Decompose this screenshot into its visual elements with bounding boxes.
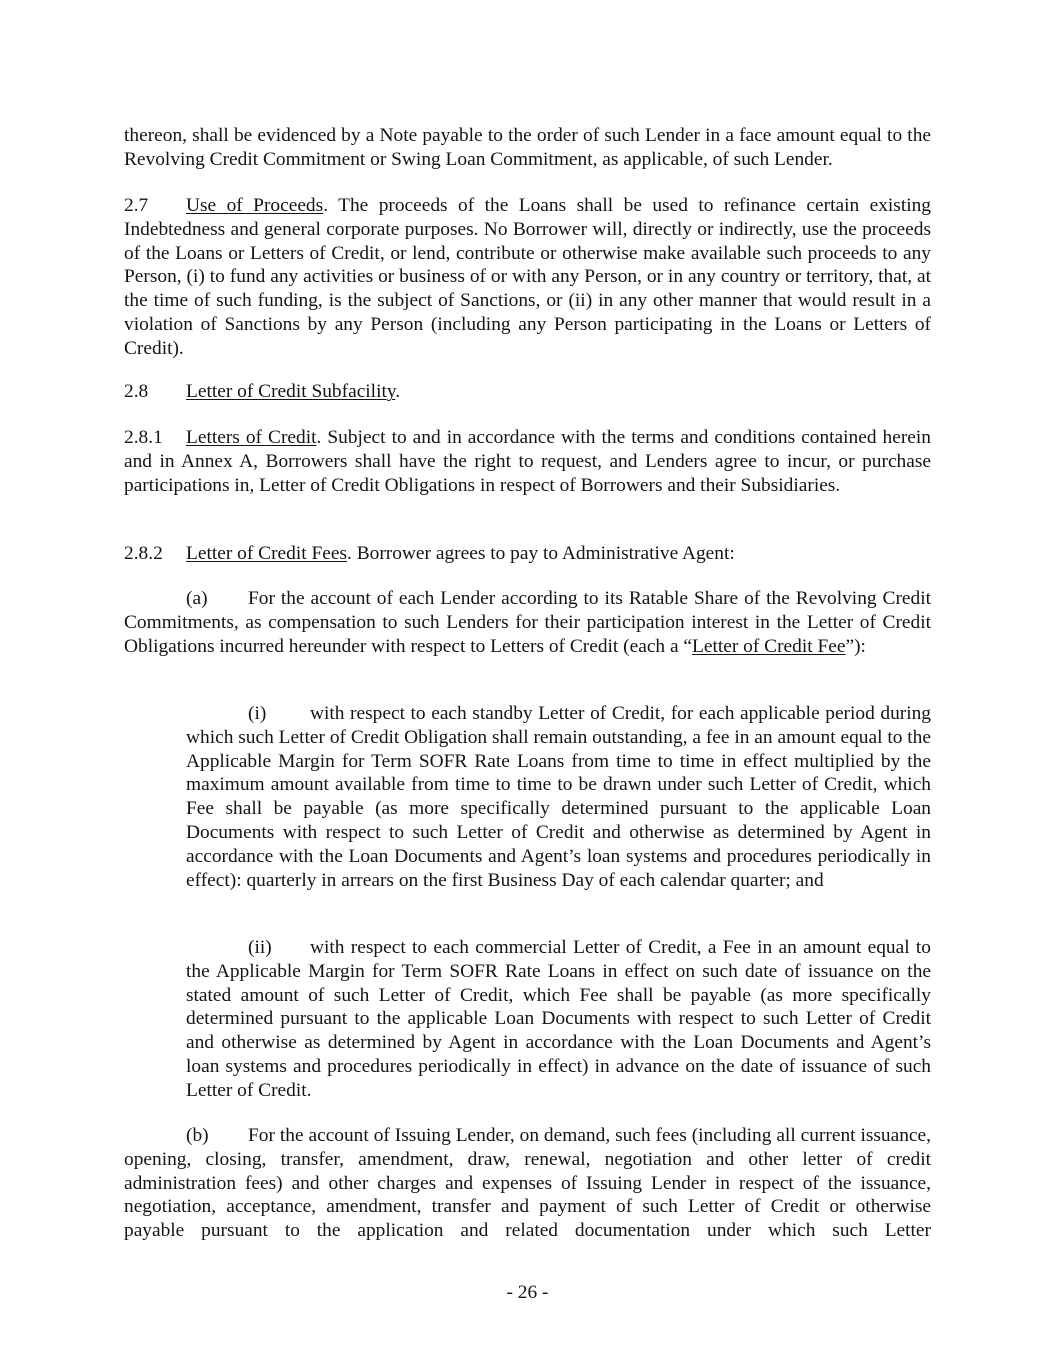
paragraph-b-label: (b) (186, 1125, 209, 1146)
paragraph-i (186, 702, 931, 892)
paragraph-ii-body: with respect to each commercial Letter of Credit, a Fee in an amount equal to the Applicable Margin for Term SOFR Rate Loans in effect on such date of issuance on the stated amount of such Letter of Credit, which Fee shall be payable (as more specifically determined pursuant to the applicable Loan Documents with respect to such Letter of Credit and otherwise as determined by Agent in accordance with the Loan Documents and Agent’s loan systems and procedures periodically in effect) in advance on the date of issuance of such Letter of Credit. (186, 937, 931, 1101)
section-2-8-1-heading: Letters of Credit (186, 427, 317, 448)
section-2-8-1 (124, 426, 931, 497)
section-2-8-1-body: . Subject to and in accordance with the terms and conditions contained herein and in Annex A, Borrowers shall have the right to request, and Lenders agree to incur, or purchase participations in, Letter of Credit Obligations in respect of Borrowers and their Subsidiaries. (124, 427, 931, 496)
section-2-8-number: 2.8 (124, 381, 149, 402)
section-2-7 (124, 194, 931, 361)
page-number: - 26 - (506, 1282, 549, 1303)
paragraph-b (124, 1124, 931, 1243)
paragraph-i-label: (i) (248, 703, 267, 724)
paragraph-a (124, 587, 931, 658)
paragraph-a-label: (a) (186, 588, 208, 609)
intro-paragraph: thereon, shall be evidenced by a Note payable to the order of such Lender in a face amount equal to the Revolving Credit Commitment or Swing Loan Commitment, as applicable, of such Lender. (124, 125, 931, 170)
section-2-7-number: 2.7 (124, 195, 149, 216)
section-2-7-heading: Use of Proceeds (186, 195, 324, 216)
section-2-8-tail: . (395, 381, 401, 402)
paragraph-ii (186, 936, 931, 1103)
section-2-8-2-heading: Letter of Credit Fees (186, 543, 347, 564)
paragraph-a-tail: ”): (845, 635, 866, 657)
section-2-8-heading: Letter of Credit Subfacility (186, 381, 396, 402)
section-2-8 (124, 380, 931, 404)
paragraph-ii-label: (ii) (248, 937, 272, 958)
section-2-8-2 (124, 542, 931, 566)
paragraph-i-body: with respect to each standby Letter of Credit, for each applicable period during which such Letter of Credit Obligation shall remain outstanding, a fee in an amount equal to the Applicable Margin for Term SOFR Rate Loans from time to time in effect multiplied by the maximum amount available from time to time to be drawn under such Letter of Credit, which Fee shall be payable (as more specifically determined pursuant to the applicable Loan Documents with respect to such Letter of Credit and otherwise as determined by Agent in accordance with the Loan Documents and Agent’s loan systems and procedures periodically in effect): quarterly in arrears on the first Business Day of each calendar quarter; and (186, 703, 931, 891)
section-2-8-2-number: 2.8.2 (124, 543, 163, 564)
paragraph-a-body: For the account of each Lender according to its Ratable Share of the Revolving Credit Commitments, as compensation to such Lenders for their participation interest in the Letter of Credit Obligations incurred hereunder with respect to Letters of Credit (each a “ (124, 588, 931, 657)
section-2-8-1-number: 2.8.1 (124, 427, 163, 448)
paragraph-b-body: For the account of Issuing Lender, on demand, such fees (including all current issuance, opening, closing, transfer, amendment, draw, renewal, negotiation and other letter of credit administration fees) and other charges and expenses of Issuing Lender in respect of the issuance, negotiation, acceptance, amendment, transfer and payment of such Letter of Credit or otherwise payable pursuant to the application and related documentation under which such Letter (124, 1125, 931, 1242)
defined-term-letter-of-credit-fee: Letter of Credit Fee (692, 635, 846, 657)
section-2-8-2-body: . Borrower agrees to pay to Administrative Agent: (347, 543, 735, 564)
section-2-7-body: . The proceeds of the Loans shall be used to refinance certain existing Indebtedness and general corporate purposes. No Borrower will, directly or indirectly, use the proceeds of the Loans or Letters of Credit, or lend, contribute or otherwise make available such proceeds to any Person, (i) to fund any activities or business of or with any Person, or in any country or territory, that, at the time of such funding, is the subject of Sanctions, or (ii) in any other manner that would result in a violation of Sanctions by any Person (including any Person participating in the Loans or Letters of Credit). (124, 195, 931, 359)
